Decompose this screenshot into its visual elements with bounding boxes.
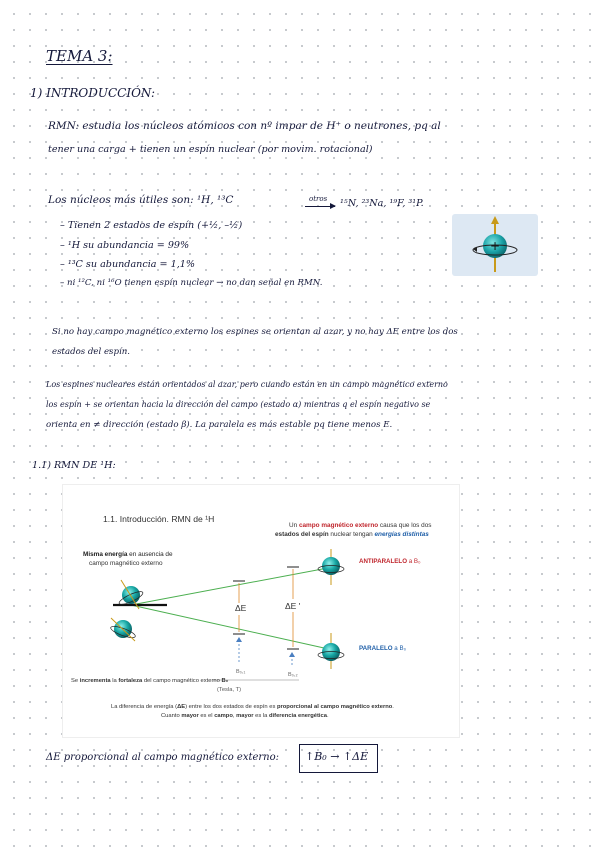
nmr-energy-diagram-slide bbox=[62, 484, 460, 738]
conclusion-text: ΔE proporcional al campo magnético externo: bbox=[46, 752, 280, 763]
arrow-label: otros bbox=[309, 195, 328, 203]
tesla-unit-label: (Tesla, T) bbox=[217, 687, 242, 693]
paragraph-no-field-line1: Si no hay campo magnético externo los espines se orientan al azar, y no hay ΔE entre los dos bbox=[52, 327, 458, 337]
paragraph-orientation-line2: los espín + se orientan hacia la dirección del campo (estado α) mientras q el espín negativo se bbox=[46, 400, 431, 409]
antiparallel-label: ANTIPARALELO a B₀ bbox=[359, 558, 421, 565]
slide-left-caption-line2: campo magnético externo bbox=[89, 560, 163, 567]
paragraph-no-field-line2: estados del espín. bbox=[52, 347, 130, 357]
bullet-c-abundance: – ¹³C su abundancia = 1,1% bbox=[60, 259, 196, 270]
boxed-formula-text: ↑B₀ → ↑ΔE bbox=[305, 750, 369, 763]
parallel-label: PARALELO a B₀ bbox=[359, 645, 407, 652]
slide-footer-line2: Cuanto mayor es el campo, mayor es la diferencia energética. bbox=[161, 713, 329, 719]
b0-2-label: B₀,₂ bbox=[288, 672, 298, 678]
nuclear-spin-icon bbox=[452, 214, 538, 276]
section-heading-introduccion: 1) INTRODUCCIÓN: bbox=[30, 86, 156, 100]
slide-left-caption-line1: Misma energía en ausencia de bbox=[83, 551, 173, 558]
bullet-no-signal: – ni ¹²C, ni ¹⁶O tienen espín nuclear → no dan señal en RMN. bbox=[60, 278, 323, 288]
rmn-definition-line1: RMN: estudia los núcleos atómicos con nº impar de H⁺ o neutrones, pq al bbox=[48, 120, 441, 132]
delta-e-label-1: ΔE bbox=[235, 603, 247, 613]
svg-text:+: + bbox=[489, 239, 501, 253]
rmn-definition-line2: tener una carga + tienen un espín nuclear (por movim. rotacional) bbox=[48, 144, 373, 155]
section-heading-rmn-h: 1.1) RMN DE ¹H: bbox=[32, 460, 116, 471]
b0-1-label: B₀,₁ bbox=[236, 669, 246, 675]
slide-title: 1.1. Introducción. RMN de ¹H bbox=[103, 514, 215, 524]
field-increase-caption: Se incrementa la fortaleza del campo magnético externo B₀ bbox=[71, 678, 229, 684]
paragraph-orientation-line1: Los espines nucleares están orientados al azar, pero cuando están en un campo magnético externo bbox=[46, 380, 448, 389]
other-nuclei-text: ¹⁵N, ²³Na, ¹⁹F, ³¹P. bbox=[340, 198, 424, 209]
useful-nuclei-text: Los núcleos más útiles son: ¹H, ¹³C bbox=[48, 194, 234, 206]
paragraph-orientation-line3: orienta en ≠ dirección (estado β). La paralela es más estable pq tiene menos E. bbox=[46, 420, 393, 430]
slide-right-caption-line1: Un campo magnético externo causa que los dos bbox=[289, 522, 432, 529]
page-title: TEMA 3: bbox=[46, 47, 113, 65]
delta-e-label-2: ΔE ' bbox=[285, 601, 301, 611]
slide-footer-line1: La diferencia de energía (ΔE) entre los dos estados de espín es proporcional al campo magnético externo. bbox=[111, 704, 394, 710]
slide-right-caption-line2: estados del espín nuclear tengan energías distintas bbox=[275, 531, 429, 538]
bullet-spin-states: – Tienen 2 estados de espín (+½, –½) bbox=[60, 220, 243, 231]
bullet-h-abundance: – ¹H su abundancia = 99% bbox=[60, 240, 190, 251]
arrow-right-icon bbox=[305, 206, 335, 207]
